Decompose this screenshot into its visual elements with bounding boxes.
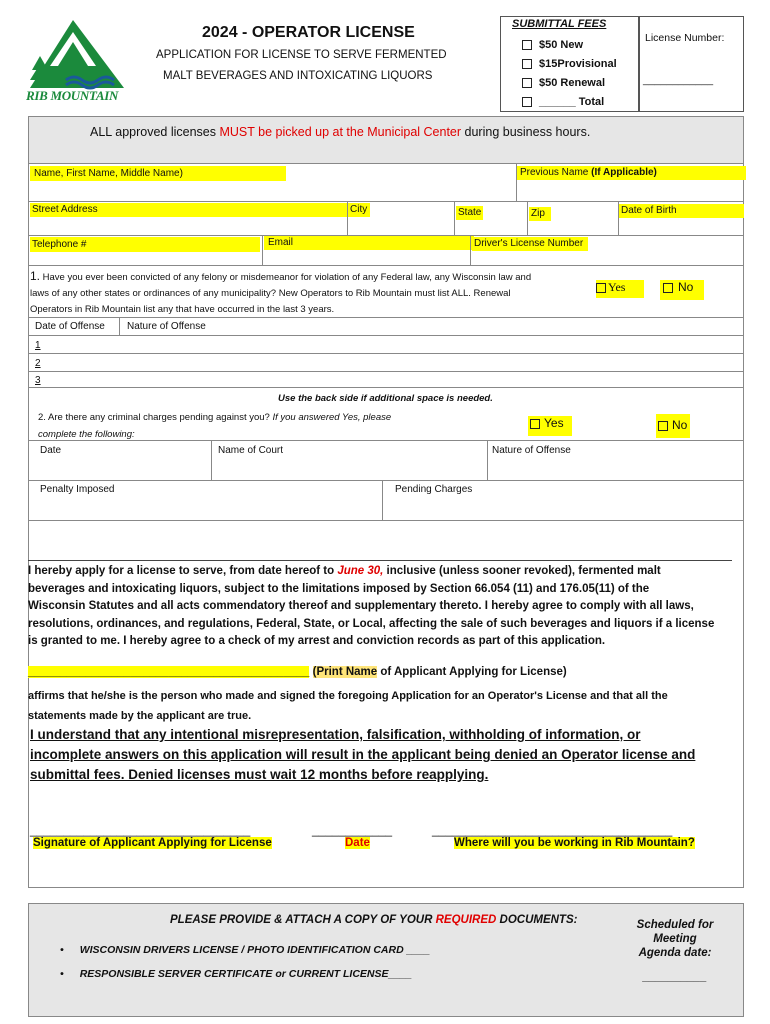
name-label: Name, First Name, Middle Name) [30,166,286,181]
declaration-text: I hereby apply for a license to serve, from date hereof to June 30, inclusive (unless sooner revoked), fermented malt beverages and intoxicating liquors, subject to the limitations imposed by Section 66.054 (11) and 176.05(11) of the Wisconsin Statutes and all acts commendatory thereof and supplementary thereto. I hereby agree to comply with all laws, resolutions, ordinances, and regulations, Federal, State, or Local, affecting the sale of such beverages and liquors if a license is granted to me. I hereby agree to a check of my arrest and conviction records as part of this application. [28,565,715,647]
fee-total[interactable]: ______ Total [522,93,617,112]
zip-label: Zip [529,207,551,221]
fees-list [522,36,617,112]
state-label: State [458,207,482,218]
work-location-label: Where will you be working in Rib Mountain? [454,837,695,849]
fee-provisional-checkbox[interactable] [522,59,532,69]
document-item-certificate: • RESPONSIBLE SERVER CERTIFICATE or CURRENT LICENSE____ [60,968,412,980]
logo-text: RIB MOUNTAIN [26,88,119,103]
misrepresentation-warning: I understand that any intentional misrepresentation, falsification, withholding of information, or incomplete answers on this application will result in the applicant being denied an Operator license and submittal fees. Denied licenses must wait 12 months before reapplying. [30,727,696,782]
back-side-note: Use the back side if additional space is needed. [278,393,493,404]
q2-no-option[interactable]: No [656,414,690,438]
q2-yes-option[interactable]: Yes [528,416,572,436]
print-name-blank[interactable]: ____________________________________________ [28,666,310,678]
signature-line[interactable]: _________________________________ [30,823,251,837]
previous-name-input[interactable] [518,182,740,200]
q2-text: 2. Are there any criminal charges pending against you? If you answered Yes, please complete the following: [38,412,392,440]
date-label: Date [345,837,370,849]
notice-band [29,117,743,163]
penalty-imposed-label: Penalty Imposed [40,484,115,495]
documents-list [60,938,430,986]
license-number-label: License Number: [645,32,725,44]
fee-renewal[interactable]: $50 Renewal [522,74,617,93]
q1-no-checkbox[interactable] [663,283,673,293]
print-name-label: (Print Name [312,666,378,678]
agenda-date-field[interactable]: __________ [643,971,707,983]
form-subtitle-1: APPLICATION FOR LICENSE TO SERVE FERMENTED [156,49,447,61]
affirm-statement: affirms that he/she is the person who made and signed the foregoing Application for an Operator's License and that all the statements made by the applicant are true. [28,690,668,722]
offense-row-3[interactable]: 3 [35,375,41,386]
q2-no-checkbox[interactable] [658,421,668,431]
date-of-birth-label: Date of Birth [619,204,744,218]
affirm-line: ____________________________________________ (Print Name of Applicant Applying for License) [28,666,567,678]
name-input[interactable] [30,182,514,200]
form-title: 2024 - OPERATOR LICENSE [202,24,415,41]
fee-total-checkbox[interactable] [522,97,532,107]
documents-heading: PLEASE PROVIDE & ATTACH A COPY OF YOUR REQUIRED DOCUMENTS: [170,914,578,926]
pending-charges-label: Pending Charges [395,484,473,495]
offense-row-1[interactable]: 1 [35,340,41,351]
form-subtitle-2: MALT BEVERAGES AND INTOXICATING LIQUORS [163,70,433,82]
signature-label: Signature of Applicant Applying for License [33,837,272,849]
fee-new-checkbox[interactable] [522,40,532,50]
city-label: City [348,203,370,217]
q2-date-label: Date [40,445,62,456]
drivers-license-label: Driver's License Number [472,237,588,251]
license-number-field[interactable]: ____________ [643,74,714,86]
fee-new[interactable]: $50 New [522,36,617,55]
q1-col-date: Date of Offense [35,321,105,332]
date-line[interactable]: ____________ [312,823,393,837]
q1-yes-option[interactable]: Yes [596,280,644,298]
previous-name-label: Previous Name (If Applicable) [516,166,746,180]
email-label: Email [264,236,474,250]
offense-row-2[interactable]: 2 [35,358,41,369]
fee-renewal-checkbox[interactable] [522,78,532,88]
q2-nature-label: Nature of Offense [492,445,571,456]
fees-title: SUBMITTAL FEES [512,18,607,30]
q2-court-label: Name of Court [218,445,284,456]
license-number-box [638,16,744,112]
fee-provisional[interactable]: $15Provisional [522,55,617,74]
street-address-label: Street Address [30,203,348,217]
document-item-license: • WISCONSIN DRIVERS LICENSE / PHOTO IDENTIFICATION CARD ____ [60,944,430,956]
work-location-line[interactable]: ____________________________________ [432,823,673,837]
q1-col-nature: Nature of Offense [127,321,206,332]
q1-no-option[interactable]: No [660,280,704,300]
q1-yes-checkbox[interactable] [596,283,606,293]
q2-yes-checkbox[interactable] [530,419,540,429]
pickup-notice: ALL approved licenses MUST be picked up at the Municipal Center during business hours. [90,125,591,139]
scheduled-meeting-box: Scheduled for Meeting Agenda date: __________ [620,918,730,984]
q1-text: 1. Have you ever been convicted of any felony or misdemeanor for violation of any Federal law, any Wisconsin law and laws of any other states or ordinances of any municipality? New Operators to Rib Mountain must list ALL. Renewal Operators in Rib Mountain list any that have occurred in the last 3 years. [30,269,532,315]
telephone-label: Telephone # [30,237,260,252]
